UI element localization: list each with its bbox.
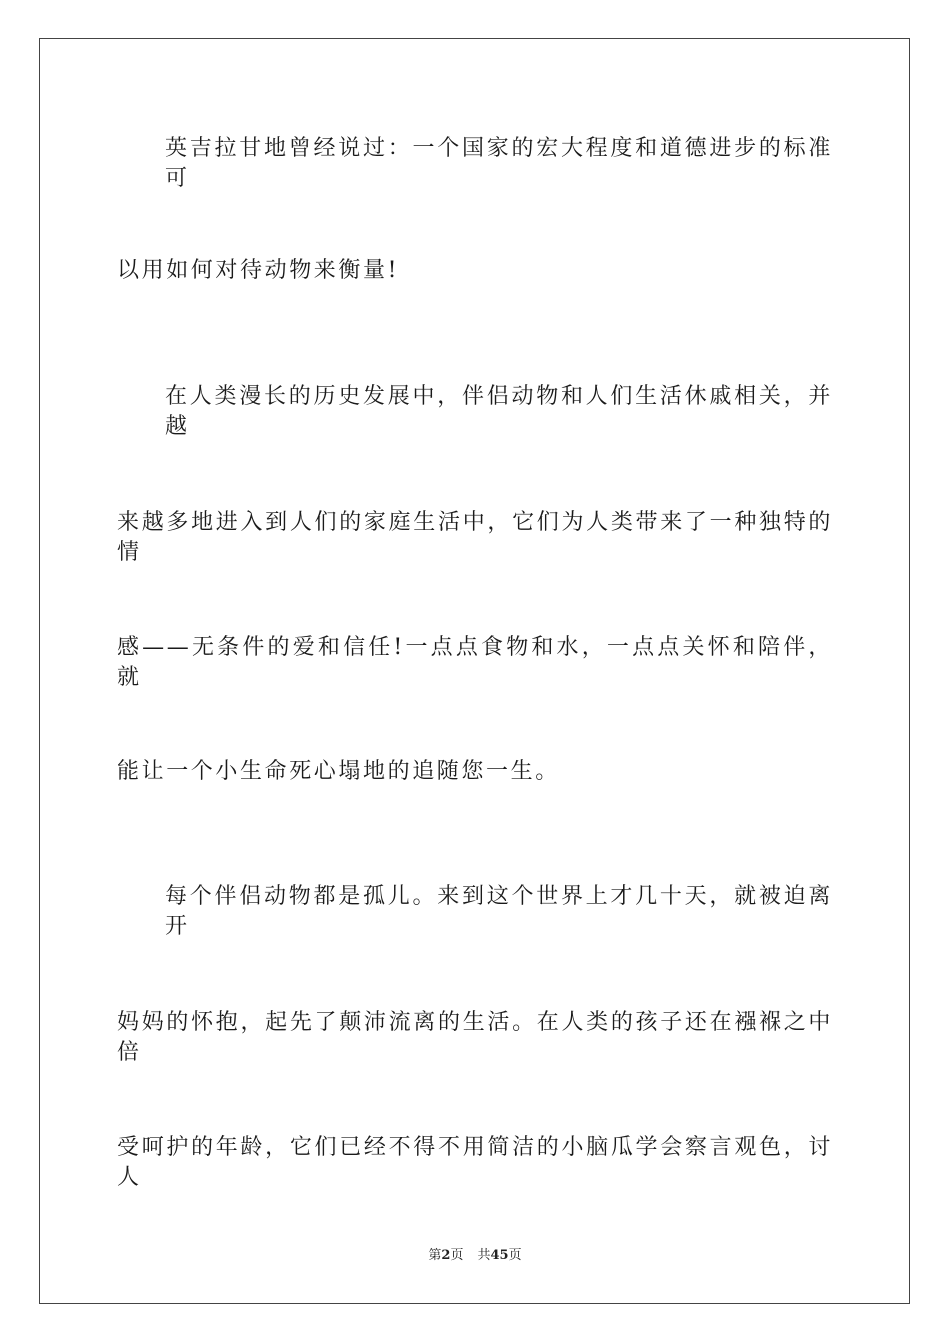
paragraph-2-line-1: 在人类漫长的历史发展中，伴侣动物和人们生活休戚相关，并越 [165, 384, 833, 439]
page-suffix: 页 [450, 1248, 464, 1263]
total-prefix: 共 [477, 1248, 491, 1263]
total-pages: 45 [490, 1248, 509, 1263]
page-footer [0, 1247, 950, 1265]
paragraph-1-line-1: 英吉拉甘地曾经说过：一个国家的宏大程度和道德进步的标准可 [165, 136, 833, 191]
paragraph-3-line-3: 受呵护的年龄，它们已经不得不用简洁的小脑瓜学会察言观色，讨人 [117, 1135, 833, 1190]
paragraph-2-line-2: 来越多地进入到人们的家庭生活中，它们为人类带来了一种独特的情 [117, 510, 833, 565]
paragraph-3-line-1: 每个伴侣动物都是孤儿。来到这个世界上才几十天，就被迫离开 [165, 884, 833, 939]
paragraph-1-line-2: 以用如何对待动物来衡量! [117, 258, 400, 283]
paragraph-3-line-2: 妈妈的怀抱，起先了颠沛流离的生活。在人类的孩子还在襁褓之中倍 [117, 1010, 833, 1065]
page-number: 2 [441, 1248, 451, 1263]
total-suffix: 页 [508, 1248, 522, 1263]
paragraph-2-line-4: 能让一个小生命死心塌地的追随您一生。 [117, 759, 560, 784]
paragraph-2-line-3: 感——无条件的爱和信任!一点点食物和水，一点点关怀和陪伴，就 [117, 635, 833, 690]
page-prefix: 第 [428, 1248, 442, 1263]
